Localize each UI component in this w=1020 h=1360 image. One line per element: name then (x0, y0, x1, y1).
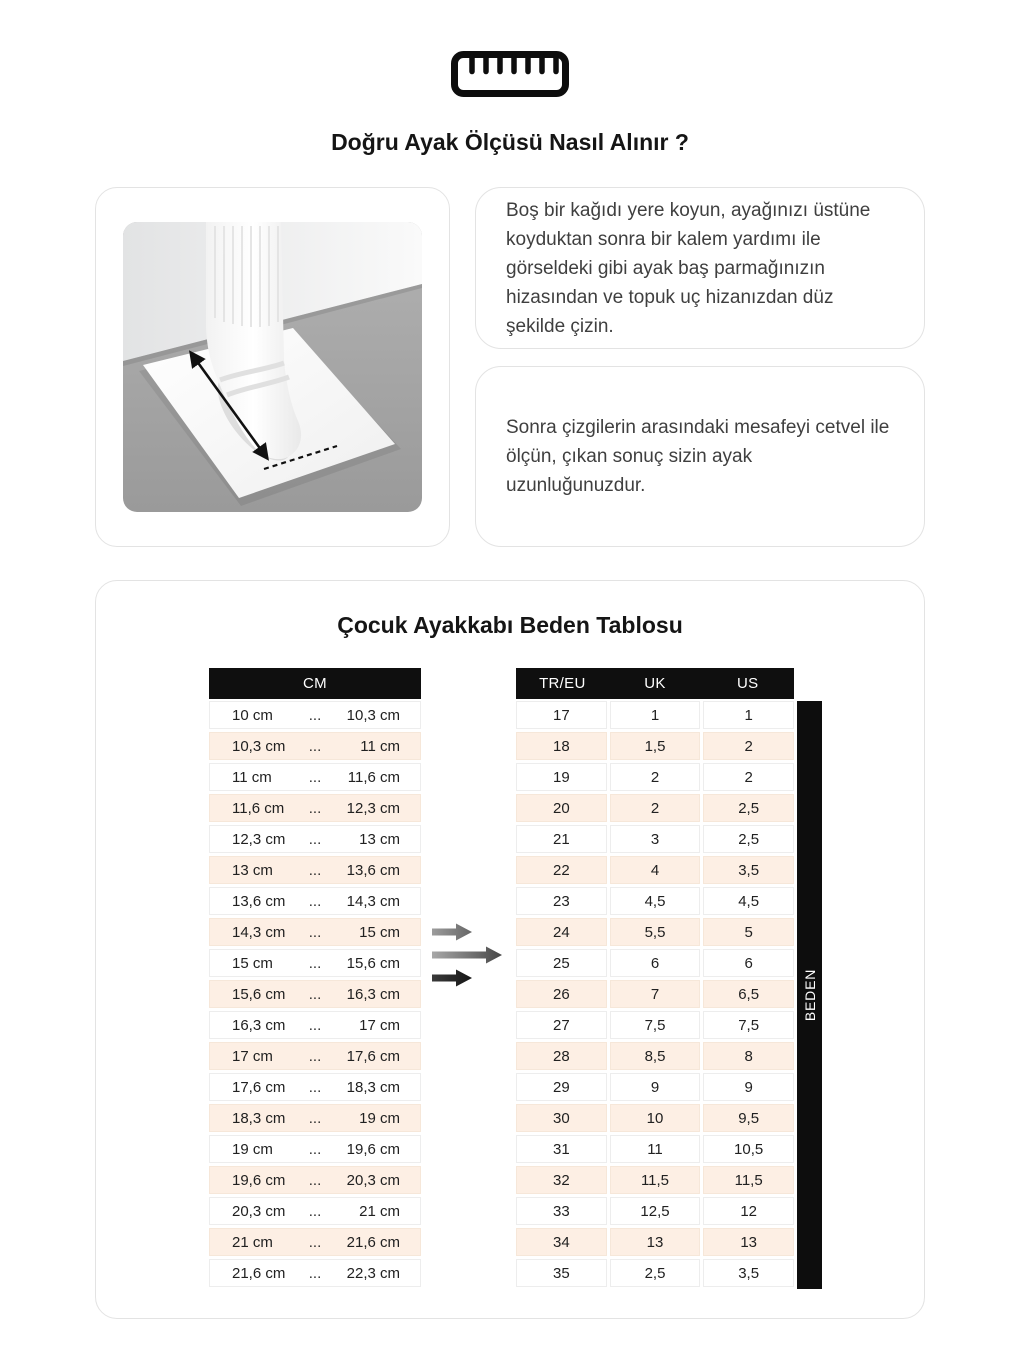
size-table-row (516, 1166, 794, 1194)
cm-table-row (209, 825, 421, 853)
cm-to-value: 20,3 cm (346, 1171, 400, 1189)
size-table-card (95, 580, 925, 1319)
tr-eu-value: 30 (516, 1104, 607, 1132)
cm-table-row (209, 1073, 421, 1101)
cm-to-value: 15,6 cm (346, 954, 400, 972)
header-uk: UK (644, 675, 666, 692)
cm-to-value: 13 cm (359, 830, 400, 848)
cm-to-value: 14,3 cm (346, 892, 400, 910)
cm-to-value: 19 cm (359, 1109, 400, 1127)
cm-to-value: 11 cm (360, 737, 400, 755)
instruction-step2-card (475, 366, 925, 547)
uk-value: 5,5 (610, 918, 701, 946)
range-separator: ... (308, 985, 322, 1003)
cm-to-value: 11,6 cm (347, 768, 400, 786)
us-value: 13 (703, 1228, 794, 1256)
ruler-icon (450, 50, 570, 98)
range-separator: ... (308, 1171, 322, 1189)
size-table-row (516, 949, 794, 977)
cm-to-value: 19,6 cm (346, 1140, 400, 1158)
uk-value: 1,5 (610, 732, 701, 760)
cm-table-header: CM (209, 668, 421, 699)
cm-from-value: 16,3 cm (232, 1016, 286, 1034)
uk-value: 2 (610, 794, 701, 822)
range-separator: ... (308, 830, 322, 848)
tr-eu-value: 20 (516, 794, 607, 822)
tr-eu-value: 35 (516, 1259, 607, 1287)
size-table-row (516, 887, 794, 915)
cm-from-value: 20,3 cm (232, 1202, 286, 1220)
cm-to-value: 18,3 cm (346, 1078, 400, 1096)
range-separator: ... (308, 1078, 322, 1096)
us-value: 6,5 (703, 980, 794, 1008)
uk-value: 1 (610, 701, 701, 729)
tr-eu-value: 34 (516, 1228, 607, 1256)
beden-vertical-bar (797, 701, 822, 1289)
cm-table-row (209, 701, 421, 729)
us-value: 9 (703, 1073, 794, 1101)
cm-table-body (209, 701, 421, 1287)
tr-eu-value: 33 (516, 1197, 607, 1225)
size-tables (96, 668, 924, 1289)
range-separator: ... (308, 1202, 322, 1220)
cm-from-value: 15 cm (232, 954, 273, 972)
tr-eu-value: 26 (516, 980, 607, 1008)
foot-measurement-photo (123, 222, 422, 512)
cm-table-row (209, 732, 421, 760)
range-separator: ... (308, 954, 322, 972)
us-value: 11,5 (703, 1166, 794, 1194)
size-table-row (516, 1073, 794, 1101)
cm-from-value: 14,3 cm (232, 923, 286, 941)
measurement-photo-card (95, 187, 450, 547)
range-separator: ... (308, 923, 322, 941)
us-value: 2,5 (703, 794, 794, 822)
cm-from-value: 18,3 cm (232, 1109, 286, 1127)
cm-table-row (209, 856, 421, 884)
cm-from-value: 21,6 cm (232, 1264, 286, 1282)
cm-table-row (209, 887, 421, 915)
cm-to-value: 15 cm (359, 923, 400, 941)
arrows-column (421, 668, 516, 1288)
cm-from-value: 19 cm (232, 1140, 273, 1158)
range-separator: ... (308, 1233, 322, 1251)
cm-from-value: 10,3 cm (232, 737, 286, 755)
cm-table-row (209, 1166, 421, 1194)
us-value: 2,5 (703, 825, 794, 853)
cm-to-value: 12,3 cm (346, 799, 400, 817)
size-table-row (516, 732, 794, 760)
cm-from-value: 17 cm (232, 1047, 273, 1065)
page-header (0, 0, 1020, 155)
beden-label: BEDEN (801, 968, 818, 1022)
cm-table (209, 668, 421, 1287)
tr-eu-value: 22 (516, 856, 607, 884)
us-value: 2 (703, 732, 794, 760)
tr-eu-value: 21 (516, 825, 607, 853)
cm-to-value: 17 cm (359, 1016, 400, 1034)
us-value: 7,5 (703, 1011, 794, 1039)
uk-value: 7,5 (610, 1011, 701, 1039)
size-table-row (516, 825, 794, 853)
cm-from-value: 17,6 cm (232, 1078, 286, 1096)
range-separator: ... (308, 1264, 322, 1282)
size-table-row (516, 763, 794, 791)
size-table-body (516, 701, 794, 1287)
uk-value: 11,5 (610, 1166, 701, 1194)
uk-value: 7 (610, 980, 701, 1008)
instructions-section (95, 187, 925, 547)
tr-eu-value: 17 (516, 701, 607, 729)
cm-to-value: 17,6 cm (346, 1047, 400, 1065)
size-table-row (516, 1042, 794, 1070)
uk-value: 4 (610, 856, 701, 884)
uk-value: 12,5 (610, 1197, 701, 1225)
cm-to-value: 21,6 cm (346, 1233, 400, 1251)
cm-from-value: 13,6 cm (232, 892, 286, 910)
tr-eu-value: 24 (516, 918, 607, 946)
size-table-row (516, 1011, 794, 1039)
us-value: 6 (703, 949, 794, 977)
cm-from-value: 10 cm (232, 706, 273, 724)
instruction-step1-text: Boş bir kağıdı yere koyun, ayağınızı üstüne koyduktan sonra bir kalem yardımı ile görseldeki gibi ayak baş parmağınızın hizasından ve topuk uç hizanızdan düz şekilde çizin. (506, 199, 871, 337)
tr-eu-value: 18 (516, 732, 607, 760)
cm-from-value: 13 cm (232, 861, 273, 879)
us-value: 1 (703, 701, 794, 729)
range-separator: ... (308, 706, 322, 724)
range-separator: ... (308, 1109, 322, 1127)
cm-from-value: 11,6 cm (232, 799, 285, 817)
us-value: 3,5 (703, 856, 794, 884)
cm-from-value: 15,6 cm (232, 985, 286, 1003)
size-table-row (516, 701, 794, 729)
cm-from-value: 19,6 cm (232, 1171, 286, 1189)
us-value: 2 (703, 763, 794, 791)
range-separator: ... (308, 1047, 322, 1065)
header-us: US (736, 675, 759, 692)
cm-table-row (209, 794, 421, 822)
cm-table-row (209, 918, 421, 946)
size-table-row (516, 856, 794, 884)
uk-value: 9 (610, 1073, 701, 1101)
header-tr-eu: TR/EU (539, 675, 586, 692)
us-value: 8 (703, 1042, 794, 1070)
uk-value: 13 (610, 1228, 701, 1256)
cm-from-value: 21 cm (232, 1233, 273, 1251)
cm-from-value: 11 cm (232, 768, 272, 786)
cm-table-row (209, 1042, 421, 1070)
uk-value: 8,5 (610, 1042, 701, 1070)
cm-table-row (209, 980, 421, 1008)
size-table-row (516, 1228, 794, 1256)
cm-to-value: 22,3 cm (346, 1264, 400, 1282)
tr-eu-value: 31 (516, 1135, 607, 1163)
cm-to-value: 21 cm (359, 1202, 400, 1220)
uk-value: 11 (610, 1135, 701, 1163)
cm-to-value: 13,6 cm (346, 861, 400, 879)
us-value: 10,5 (703, 1135, 794, 1163)
cm-table-row (209, 1011, 421, 1039)
range-separator: ... (308, 768, 322, 786)
uk-value: 10 (610, 1104, 701, 1132)
tr-eu-value: 28 (516, 1042, 607, 1070)
cm-table-row (209, 1135, 421, 1163)
uk-value: 6 (610, 949, 701, 977)
tr-eu-value: 29 (516, 1073, 607, 1101)
tr-eu-value: 19 (516, 763, 607, 791)
us-value: 9,5 (703, 1104, 794, 1132)
uk-value: 3 (610, 825, 701, 853)
size-table-row (516, 1197, 794, 1225)
size-table-row (516, 980, 794, 1008)
size-table-row (516, 1135, 794, 1163)
conversion-arrows-icon (430, 923, 506, 987)
range-separator: ... (308, 1140, 322, 1158)
size-table-row (516, 1259, 794, 1287)
cm-to-value: 16,3 cm (346, 985, 400, 1003)
cm-to-value: 10,3 cm (346, 706, 400, 724)
us-value: 5 (703, 918, 794, 946)
range-separator: ... (308, 892, 322, 910)
size-table-row (516, 918, 794, 946)
tr-eu-value: 25 (516, 949, 607, 977)
us-value: 4,5 (703, 887, 794, 915)
size-table-row (516, 794, 794, 822)
uk-value: 2 (610, 763, 701, 791)
cm-from-value: 12,3 cm (232, 830, 286, 848)
cm-table-row (209, 949, 421, 977)
size-table-title: Çocuk Ayakkabı Beden Tablosu (337, 612, 683, 638)
tr-eu-value: 23 (516, 887, 607, 915)
instruction-step2-text: Sonra çizgilerin arasındaki mesafeyi cetvel ile ölçün, çıkan sonuç sizin ayak uzunluğunuzdur. (506, 417, 890, 496)
instruction-step1-card (475, 187, 925, 349)
uk-value: 4,5 (610, 887, 701, 915)
cm-table-row (209, 763, 421, 791)
shoe-size-table (516, 668, 794, 1287)
cm-table-row (209, 1228, 421, 1256)
us-value: 3,5 (703, 1259, 794, 1287)
us-value: 12 (703, 1197, 794, 1225)
range-separator: ... (308, 737, 322, 755)
page-title: Doğru Ayak Ölçüsü Nasıl Alınır ? (331, 129, 689, 155)
cm-table-row (209, 1259, 421, 1287)
cm-table-row (209, 1197, 421, 1225)
range-separator: ... (308, 799, 322, 817)
tr-eu-value: 32 (516, 1166, 607, 1194)
instruction-text-column (475, 187, 925, 547)
size-table-row (516, 1104, 794, 1132)
cm-table-row (209, 1104, 421, 1132)
uk-value: 2,5 (610, 1259, 701, 1287)
range-separator: ... (308, 1016, 322, 1034)
size-table-header (516, 668, 794, 699)
tr-eu-value: 27 (516, 1011, 607, 1039)
range-separator: ... (308, 861, 322, 879)
